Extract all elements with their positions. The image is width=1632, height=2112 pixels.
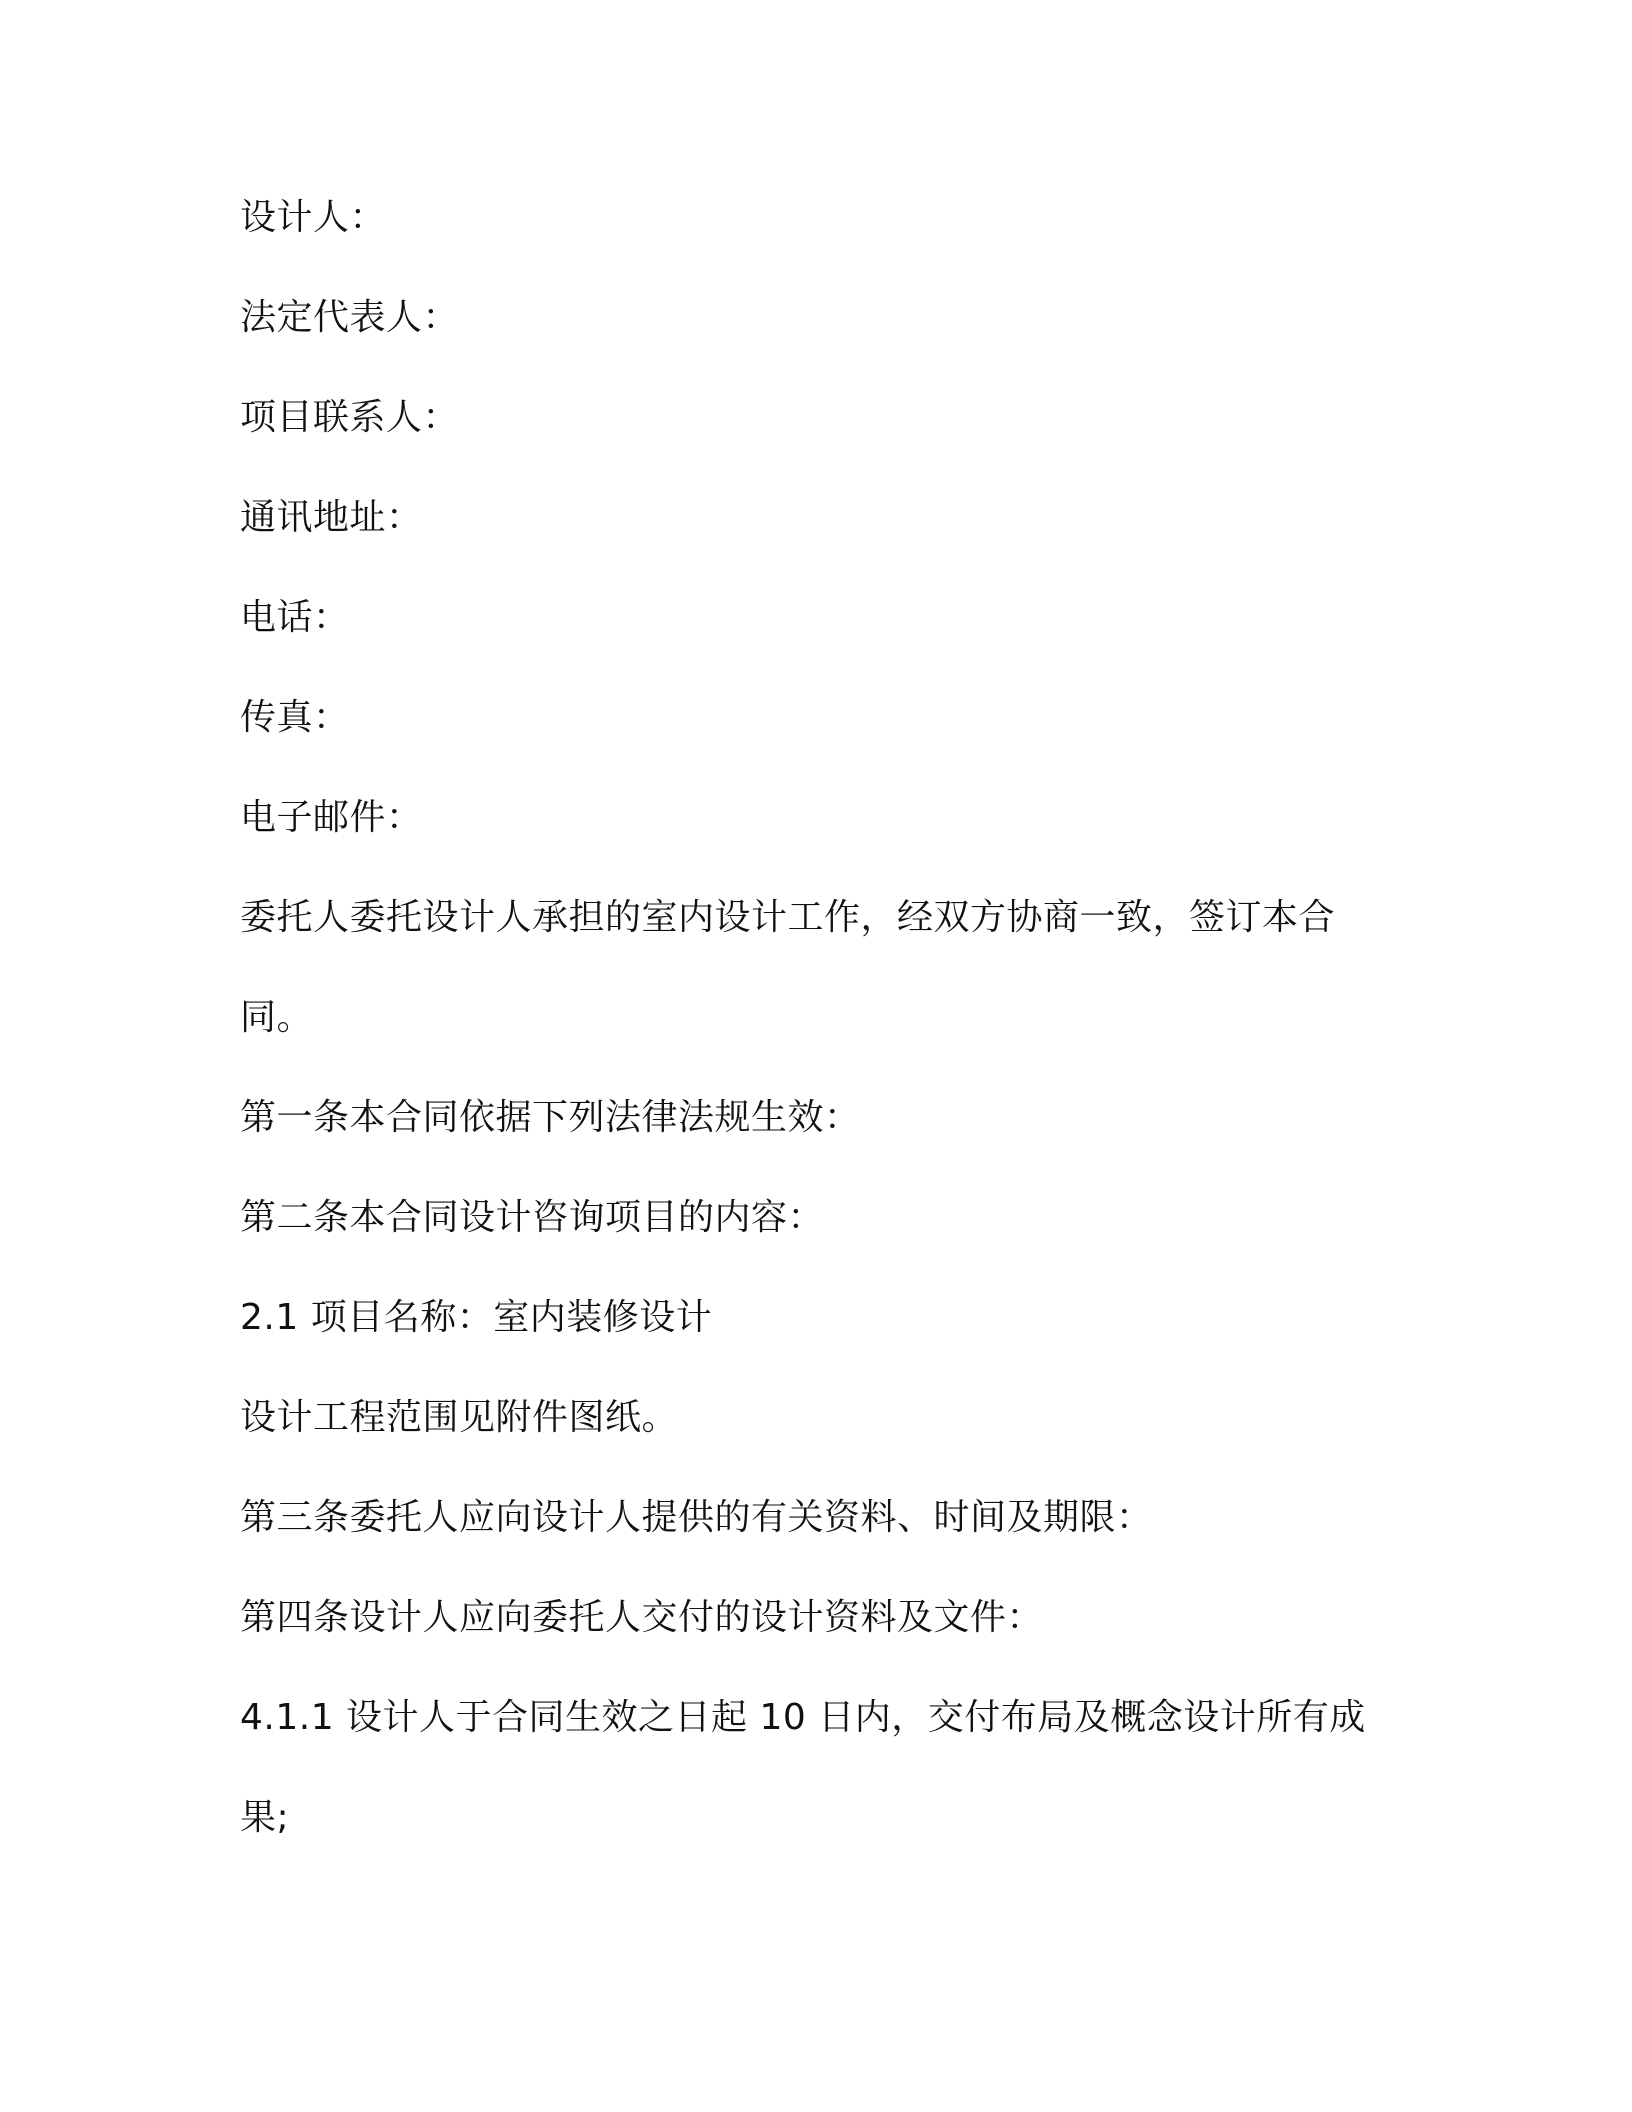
fax-field-label: 传真： — [240, 697, 350, 738]
item-4-1-1-line-2: 果; — [240, 1797, 290, 1838]
item-2-1-text: 2.1 项目名称：室内装修设计 — [240, 1297, 713, 1338]
article-1-heading: 第一条本合同依据下列法律法规生效： — [240, 1097, 861, 1138]
intro-paragraph-line-1: 委托人委托设计人承担的室内设计工作，经双方协商一致，签订本合 — [240, 897, 1336, 938]
phone-field-label: 电话： — [240, 597, 350, 638]
scope-text: 设计工程范围见附件图纸。 — [240, 1397, 679, 1438]
article-4-heading: 第四条设计人应向委托人交付的设计资料及文件： — [240, 1597, 1044, 1638]
project-contact-field-label: 项目联系人： — [240, 397, 460, 438]
article-3-heading: 第三条委托人应向设计人提供的有关资料、时间及期限： — [240, 1497, 1153, 1538]
article-2-heading: 第二条本合同设计咨询项目的内容： — [240, 1197, 825, 1238]
intro-paragraph-line-2: 同。 — [240, 997, 314, 1038]
item-4-1-1-line-1: 4.1.1 设计人于合同生效之日起 10 日内，交付布局及概念设计所有成 — [240, 1697, 1366, 1738]
legal-rep-field-label: 法定代表人： — [240, 297, 460, 338]
designer-field-label: 设计人： — [240, 197, 387, 238]
email-field-label: 电子邮件： — [240, 797, 423, 838]
address-field-label: 通讯地址： — [240, 497, 423, 538]
